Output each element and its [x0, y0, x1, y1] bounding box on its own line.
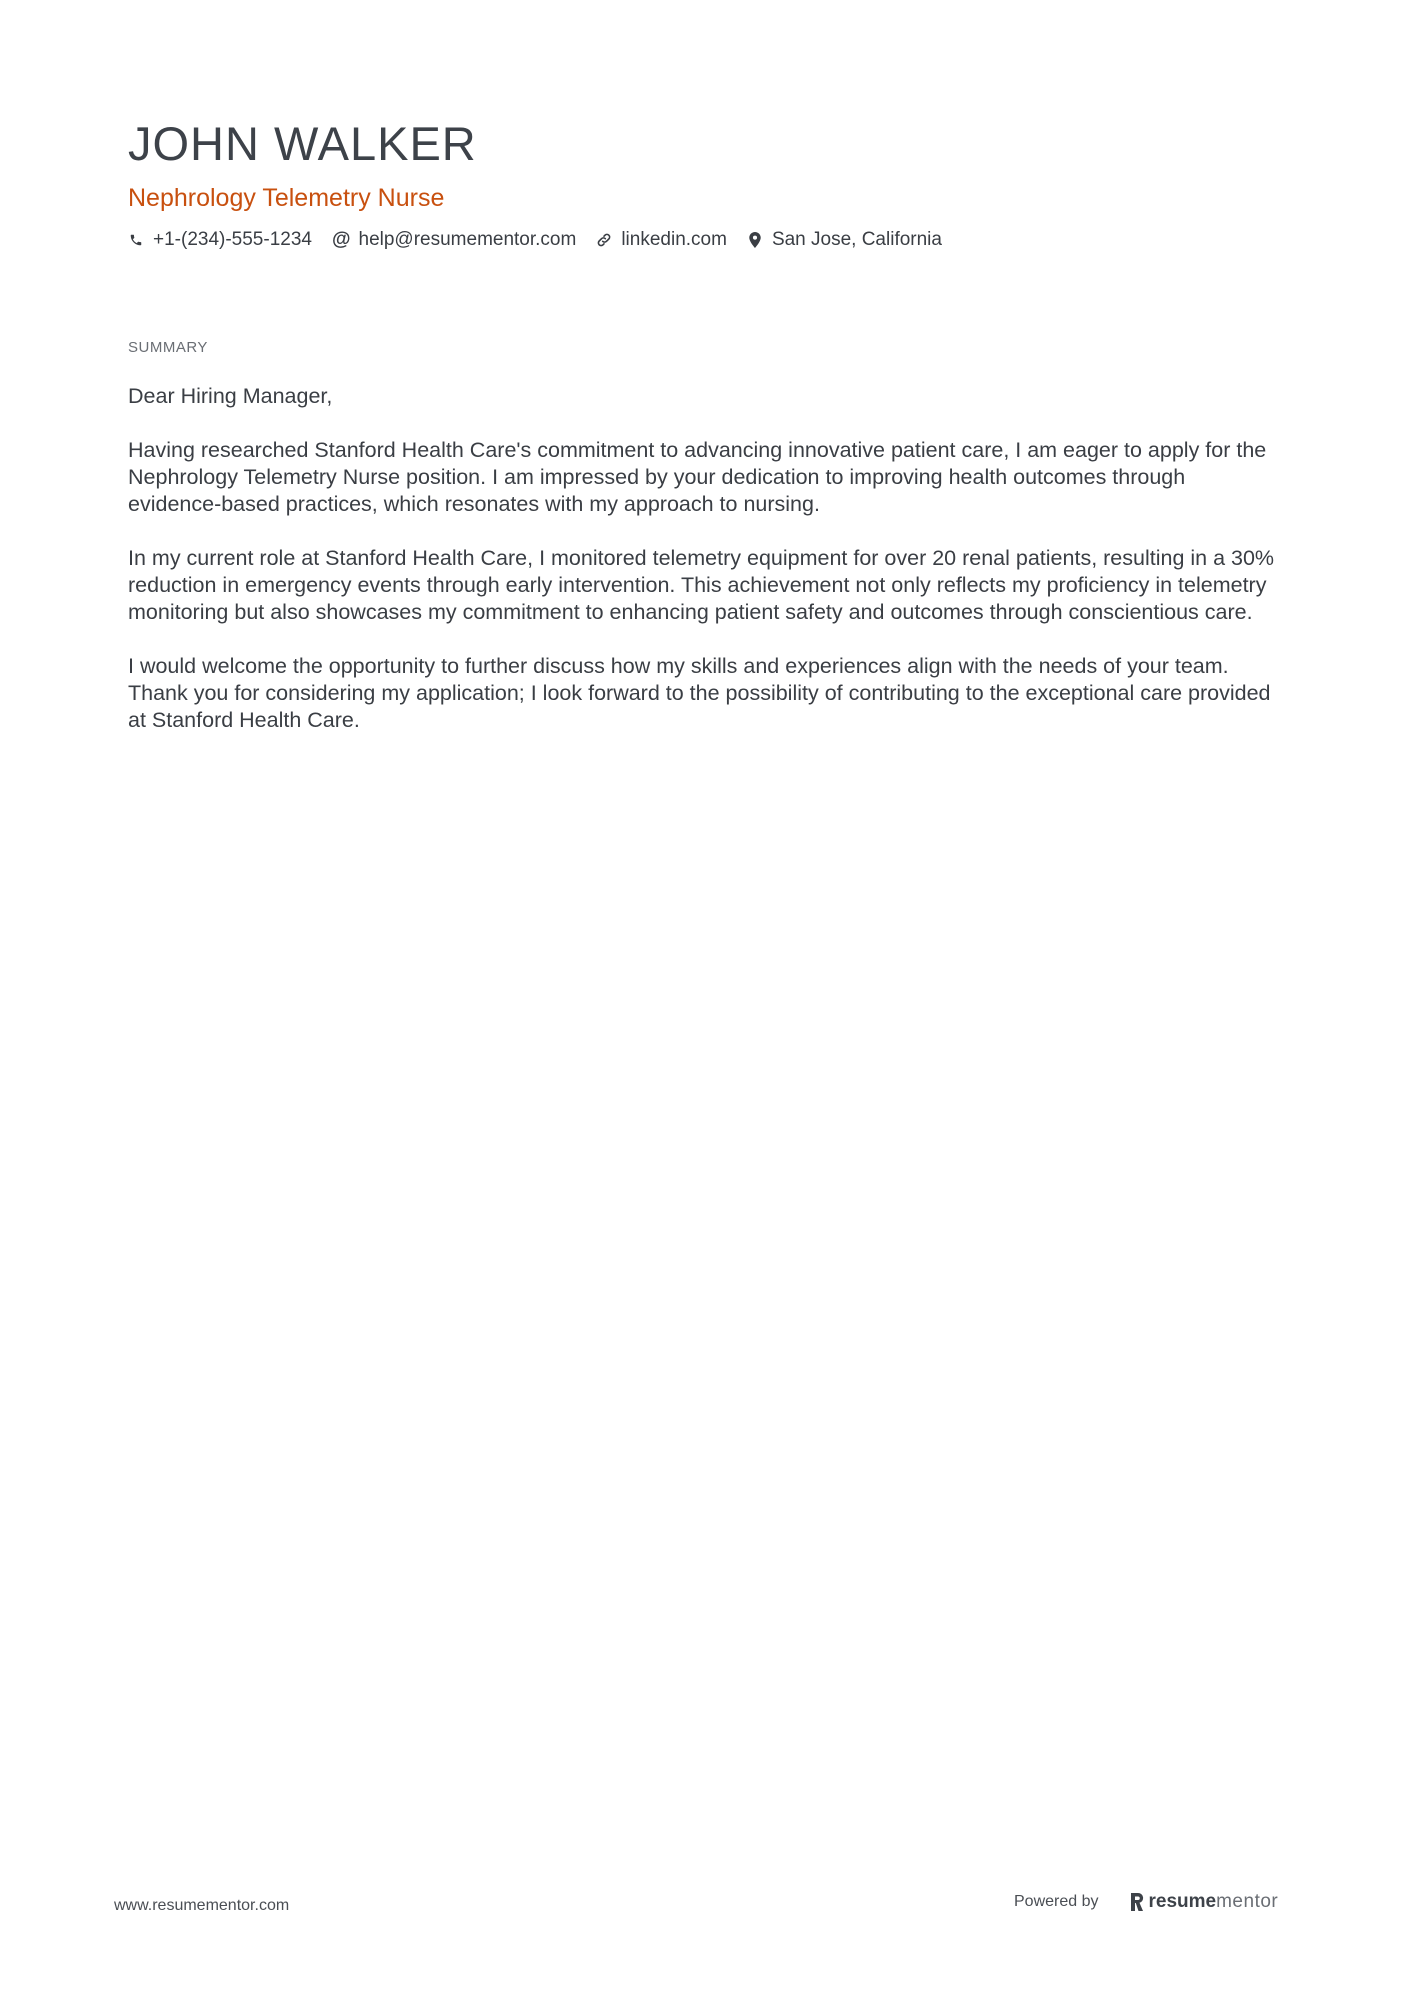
brand-name-part-2: mentor [1216, 1891, 1279, 1912]
footer-website-link[interactable]: www.resumementor.com [114, 1897, 290, 1914]
letter-body [128, 383, 1278, 761]
location-text: San Jose, California [771, 229, 942, 250]
powered-by-badge[interactable] [1014, 1891, 1278, 1913]
paragraph: I would welcome the opportunity to further discuss how my skills and experiences align with the needs of your team. Thank you for considering my application; I look forward to the possibility of contributing to the exceptional care provided at Stanford Health Care. [128, 654, 1271, 732]
phone-number: +1-(234)-555-1234 [153, 229, 312, 250]
contact-email [332, 226, 576, 254]
candidate-name: JOHN WALKER [128, 117, 477, 170]
email-address[interactable]: help@resumementor.com [358, 229, 577, 250]
resumementor-logo-icon [1129, 1892, 1145, 1912]
location-pin-icon [747, 232, 763, 248]
contact-location [747, 226, 942, 254]
contact-phone [128, 226, 312, 254]
brand-name-part-1: resume [1148, 1891, 1217, 1912]
link-icon [596, 232, 612, 248]
powered-by-label: Powered by [1014, 1893, 1099, 1910]
phone-icon [128, 232, 144, 248]
linkedin-link[interactable]: linkedin.com [621, 229, 727, 250]
job-title: Nephrology Telemetry Nurse [128, 184, 445, 212]
paragraph: Having researched Stanford Health Care's commitment to advancing innovative patient care, I am eager to apply for the Nephrology Telemetry Nurse position. I am impressed by your dedication to improving health outcomes through evidence-based practices, which resonates with my approach to nursing. [128, 438, 1267, 516]
paragraph: In my current role at Stanford Health Care, I monitored telemetry equipment for over 20 renal patients, resulting in a 30% reduction in emergency events through early intervention. This achievement not only reflects my proficiency in telemetry monitoring but also showcases my commitment to enhancing patient safety and outcomes through conscientious care. [128, 546, 1275, 624]
brand-logo [1129, 1891, 1279, 1913]
salutation: Dear Hiring Manager, [128, 384, 333, 408]
at-icon: @ [331, 229, 351, 250]
contact-linkedin [596, 226, 727, 254]
contact-bar [128, 226, 962, 254]
section-heading-summary: SUMMARY [128, 339, 208, 356]
